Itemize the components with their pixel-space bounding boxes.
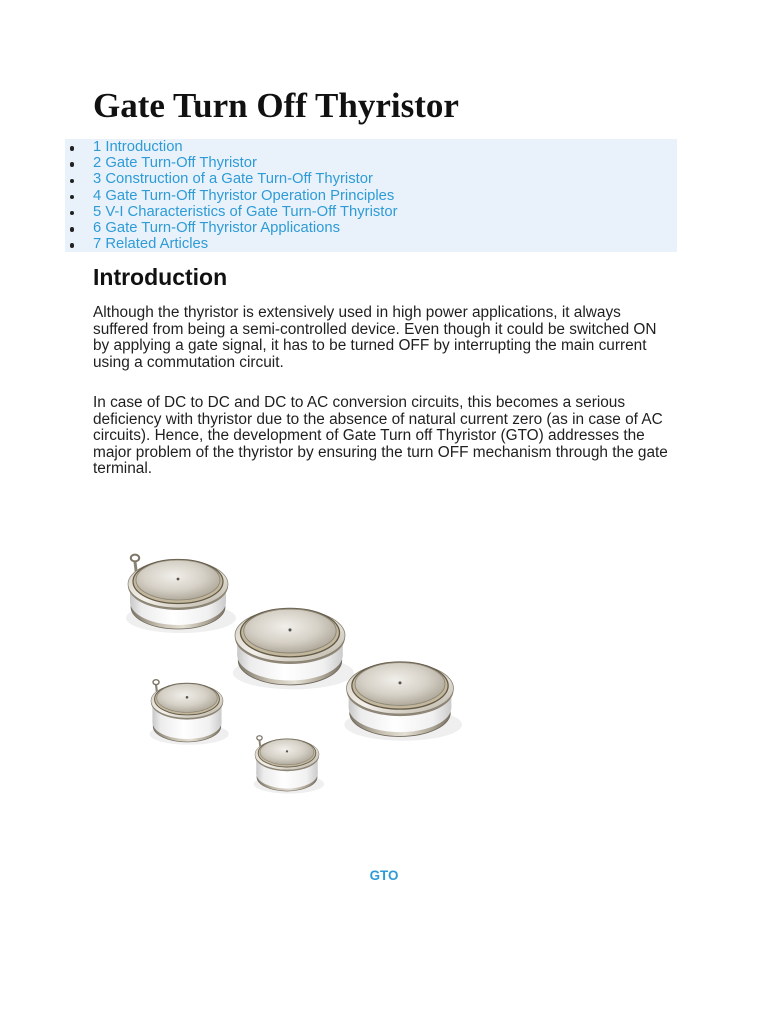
paragraph-line: suffered from being a semi-controlled device. Even though it could be switched ON xyxy=(93,320,657,338)
bullet-icon xyxy=(70,243,74,247)
bullet-icon xyxy=(70,211,74,215)
gto-device xyxy=(126,555,236,633)
toc-item xyxy=(65,188,677,204)
gto-device xyxy=(150,680,229,745)
paragraph-line: major problem of the thyristor by ensuring the turn OFF mechanism through the gate xyxy=(93,443,668,461)
bullet-icon xyxy=(70,162,74,166)
page-title: Gate Turn Off Thyristor xyxy=(93,86,459,125)
toc-item xyxy=(65,171,677,187)
gto-device xyxy=(233,608,354,689)
paragraph xyxy=(93,395,668,478)
paragraph-line: deficiency with thyristor due to the absence of natural current zero (as in case of AC xyxy=(93,410,663,428)
toc-item xyxy=(65,155,677,171)
bullet-icon xyxy=(70,146,74,150)
toc-item xyxy=(65,204,677,220)
paragraph-line: circuits). Hence, the development of Gate Turn off Thyristor (GTO) addresses the xyxy=(93,427,645,444)
gto-device xyxy=(344,662,462,741)
gto-device xyxy=(254,736,324,794)
toc-link-related-articles[interactable]: 7 Related Articles xyxy=(93,236,209,253)
table-of-contents xyxy=(65,139,677,252)
paragraph-line: In case of DC to DC and DC to AC conversion circuits, this becomes a serious xyxy=(93,394,626,411)
bullet-icon xyxy=(70,227,74,231)
toc-link-vi-characteristics[interactable]: 5 V-I Characteristics of Gate Turn-Off Thyristor xyxy=(93,203,398,220)
figure-caption: GTO xyxy=(369,868,399,883)
toc-item xyxy=(65,139,677,155)
section-heading-introduction: Introduction xyxy=(93,264,228,290)
toc-link-introduction[interactable]: 1 Introduction xyxy=(93,139,183,155)
paragraph xyxy=(93,305,657,371)
gto-devices-photo xyxy=(110,530,470,810)
toc-link-gate-turn-off-thyristor[interactable]: 2 Gate Turn-Off Thyristor xyxy=(93,155,257,172)
paragraph-line: terminal. xyxy=(93,460,153,477)
toc-item xyxy=(65,236,677,252)
toc-link-applications[interactable]: 6 Gate Turn-Off Thyristor Applications xyxy=(93,219,341,236)
bullet-icon xyxy=(70,179,74,183)
toc-link-operation-principles[interactable]: 4 Gate Turn-Off Thyristor Operation Principles xyxy=(93,187,395,204)
paragraph-line: by applying a gate signal, it has to be turned OFF by interrupting the main current xyxy=(93,337,647,354)
paragraph-line: Although the thyristor is extensively used in high power applications, it always xyxy=(93,304,621,321)
bullet-icon xyxy=(70,195,74,199)
toc-item xyxy=(65,220,677,236)
paragraph-line: using a commutation circuit. xyxy=(93,353,284,371)
toc-link-construction[interactable]: 3 Construction of a Gate Turn-Off Thyristor xyxy=(93,171,373,188)
toc-list xyxy=(65,139,677,252)
